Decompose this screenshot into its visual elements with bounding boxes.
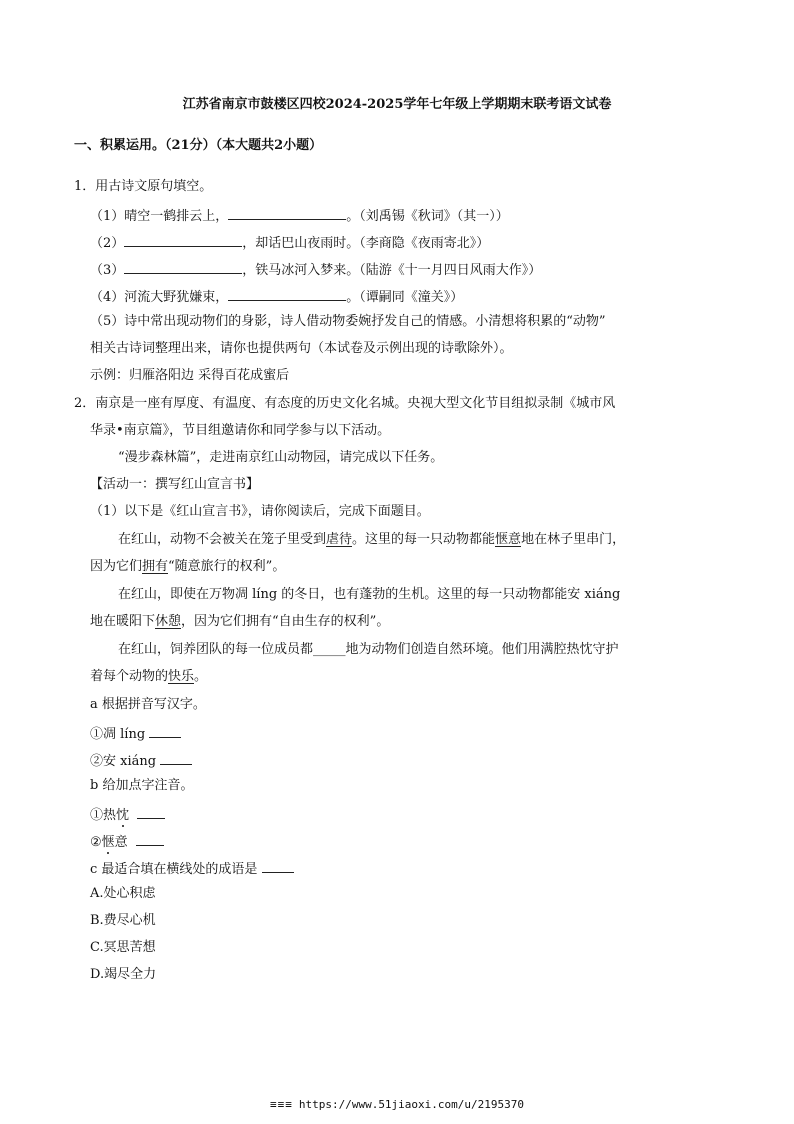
exam-title: 江苏省南京市鼓楼区四校2024-2025学年七年级上学期期末联考语文试卷 [182,97,612,112]
text: 着每个动物的 [90,669,169,684]
option-d: D.竭尽全力 [90,967,157,982]
q1-item-2-post: ，却话巴山夜雨时。（李商隐《夜雨寄北》） [242,236,490,251]
task-b: b 给加点字注音。 [90,778,194,793]
q1-item-4-pre: （4）河流大野犹嫌束， [90,290,229,305]
idiom-blank: _____ [313,642,346,657]
text: 地在暖阳下 [90,614,156,629]
text: 。这里的每一只动物都能 [352,532,496,547]
q1-item-4 [90,288,463,304]
option-c: C.冥思苦想 [90,940,156,955]
question-2-stem-line-1: 2．南京是一座有厚度、有温度、有态度的历史文化名城。央视大型文化节目组拟录制《城市风 [74,396,616,411]
section-heading: 一、积累运用。（21分）（本大题共2小题） [74,138,323,153]
answer-blank [262,860,294,873]
text: 地在林子里串门， [521,532,626,547]
q1-item-3 [90,261,541,277]
dotted-char: 惬 [101,835,115,850]
q1-example: 示例：归雁洛阳边 采得百花成蜜后 [90,368,290,383]
q1-item-5-line-2: 相关古诗词整理出来，请你也提供两句（本试卷及示例出现的诗歌除外）。 [90,341,513,356]
task-a-1 [90,725,181,741]
site-logo-icon: ≡≡≡ [269,1098,293,1111]
answer-blank [124,234,242,247]
footer-url[interactable]: https://www.51jiaoxi.com/u/2195370 [298,1098,525,1111]
q1-item-4-post: 。（谭嗣同《潼关》） [346,290,464,305]
underlined-word: 虐待 [326,532,353,547]
text: ，因为它们拥有“自由生存的权利”。 [181,614,390,629]
question-1-stem: 1．用古诗文原句填空。 [74,179,213,194]
passage-p3-line-1 [118,643,619,656]
text: 因为它们 [90,559,143,574]
q1-item-2-pre: （2） [90,236,125,251]
text: 地为动物们创造自然环境。他们用满腔热忱守护 [345,642,619,657]
activity-heading: 【活动一：撰写红山宣言书】 [90,477,260,492]
text: 。 [194,669,208,684]
underlined-word: 快乐 [168,669,195,684]
passage-p3-line-2 [90,670,207,684]
option-b: B.费尽心机 [90,913,156,928]
answer-blank [228,288,346,301]
q1-item-1-post: 。（刘禹锡《秋词》（其一）） [346,209,509,224]
answer-blank [228,207,346,220]
q1-item-1-pre: （1）晴空一鹤排云上， [90,209,229,224]
passage-p1-line-2 [90,560,285,574]
q1-item-3-post: ，铁马冰河入梦来。（陆游《十一月四日风雨大作》） [242,263,542,278]
option-a: A.处心积虑 [90,886,156,901]
text: 意 [114,835,128,850]
text: 在红山，动物不会被关在笼子里受到 [118,532,327,547]
q1-item-2 [90,234,489,250]
q1-item-5-line-1: （5）诗中常出现动物们的身影，诗人借动物委婉抒发自己的情感。小清想将积累的“动物” [90,314,606,329]
answer-blank [137,806,165,819]
footer [0,1099,794,1110]
text: c 最适合填在横线处的成语是 [90,862,258,877]
text: ②安 xiáng [90,754,157,769]
task-a-2 [90,752,192,768]
answer-blank [149,725,181,738]
task-a: a 根据拼音写汉字。 [90,697,206,712]
underlined-word: 拥有 [142,559,169,574]
underlined-word: 休憩 [155,614,182,629]
passage-p1-line-1 [118,533,625,547]
question-2-intro: “漫步森林篇”，走进南京红山动物园，请完成以下任务。 [118,450,444,465]
text: “随意旅行的权利”。 [168,559,286,574]
text: ② [90,835,102,850]
dotted-char: 忱 [116,808,130,823]
q1-item-1 [90,207,509,223]
answer-blank [136,833,164,846]
text: ①热 [90,808,117,823]
q1-item-3-pre: （3） [90,263,125,278]
passage-p2-line-1: 在红山，即使在万物凋 líng 的冬日，也有蓬勃的生机。这里的每一只动物都能安 xiáng [118,587,621,602]
question-2-stem-line-2: 华录•南京篇》，节目组邀请你和同学参与以下活动。 [90,423,391,438]
underlined-word: 惬意 [495,532,522,547]
task-b-1 [90,806,165,822]
task-c [90,860,294,876]
text: ①凋 líng [90,727,146,742]
task-b-2 [90,833,164,849]
text: 在红山，饲养团队的每一位成员都 [118,642,314,657]
subquestion-1: （1）以下是《红山宣言书》，请你阅读后，完成下面题目。 [90,504,430,519]
answer-blank [124,261,242,274]
answer-blank [160,752,192,765]
passage-p2-line-2 [90,615,389,629]
